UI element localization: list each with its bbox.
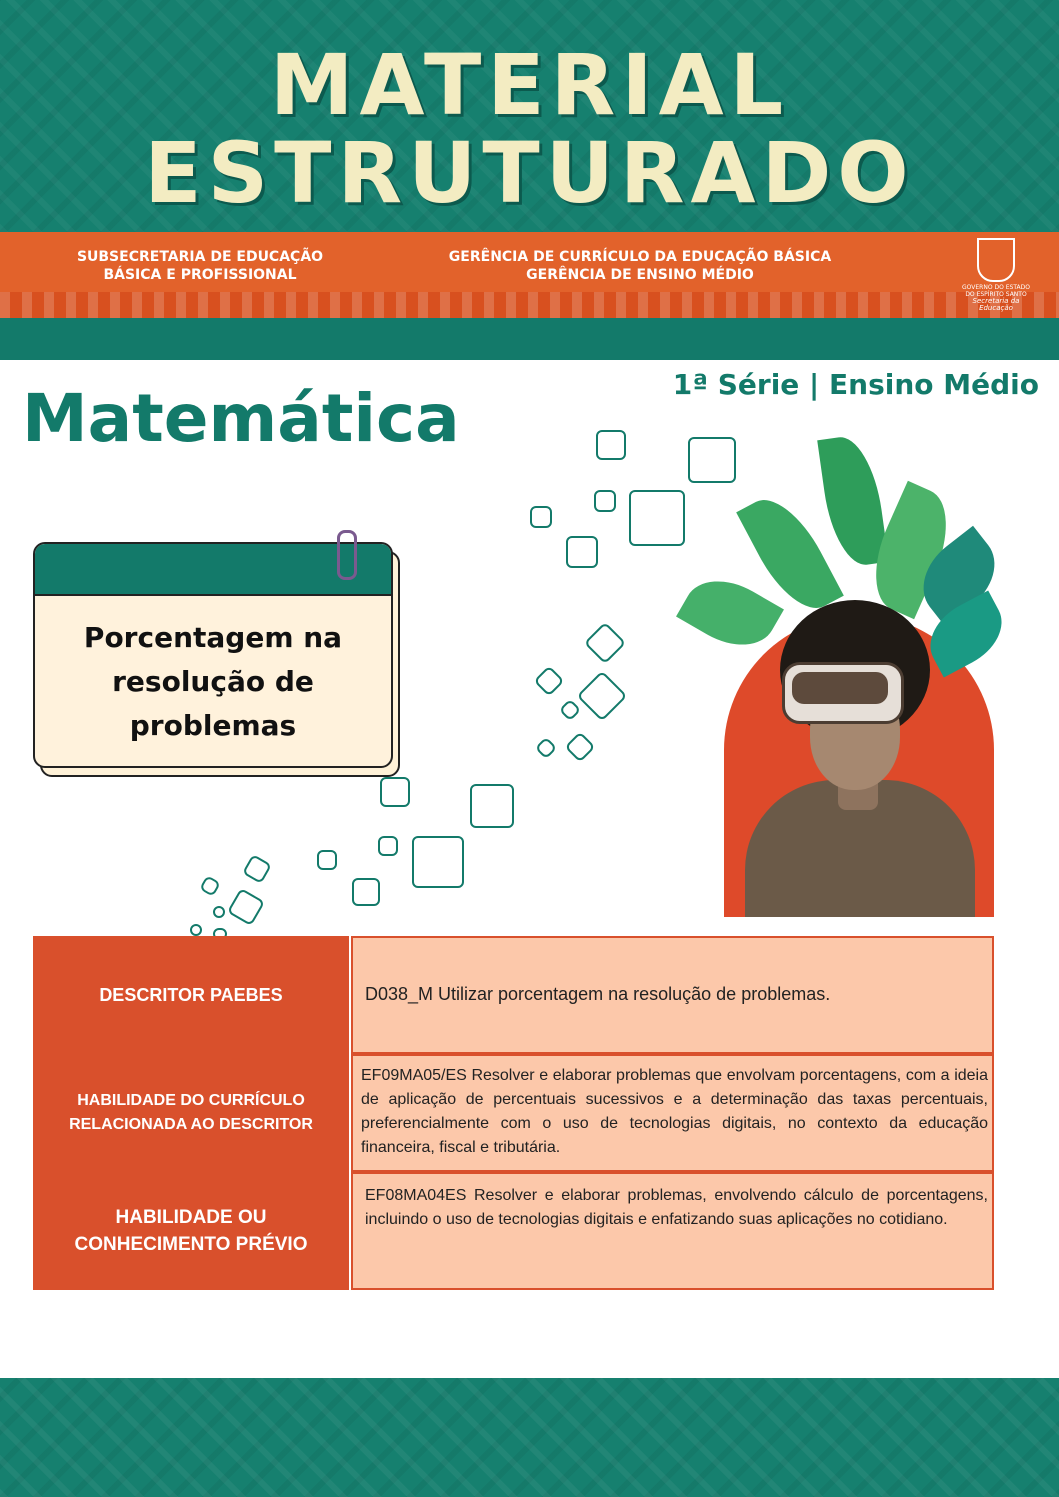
deco-square [577,671,628,722]
row-label: DESCRITOR PAEBES [33,936,351,1054]
banner-title-line2: ESTRUTURADO [144,124,915,222]
deco-square [213,906,225,918]
table-row [33,936,994,1054]
deco-square [629,490,685,546]
deco-square [242,854,272,884]
seal-line3: Secretaria da Educação [972,297,1020,312]
grade-label: 1ª Série | Ensino Médio [672,368,1039,401]
row-label: HABILIDADE DO CURRÍCULO RELACIONADA AO DESCRITOR [33,1054,351,1172]
org-right-line1: GERÊNCIA DE CURRÍCULO DA EDUCAÇÃO BÁSICA [448,249,832,265]
row-value: D038_M Utilizar porcentagem na resolução de problemas. [351,936,994,1054]
deco-square [380,777,410,807]
table-row [33,1172,994,1290]
deco-square [688,437,736,483]
subject-title: Matemática [22,380,460,457]
deco-square [594,490,616,512]
deco-square [227,888,265,926]
topic-text: Porcentagem na resolução de problemas [83,621,343,742]
state-seal-icon [977,238,1015,282]
vr-headset-front [792,672,888,704]
seal-line2: DO ESPÍRITO SANTO [965,291,1027,298]
leaf-shape [676,565,784,662]
paperclip-icon [337,530,357,580]
state-seal [958,236,1034,316]
row-label: HABILIDADE OU CONHECIMENTO PRÉVIO [33,1172,351,1290]
leaf-shape [817,433,889,569]
deco-square [566,536,598,568]
pattern-strip [0,292,1059,318]
banner-title-line1: MATERIAL [269,36,790,134]
deco-square [584,622,626,664]
seal-line1: GOVERNO DO ESTADO [962,284,1030,291]
footer-banner [0,1378,1059,1497]
deco-square [470,784,514,828]
deco-square [530,506,552,528]
deco-square [559,699,582,722]
deco-square [533,665,564,696]
org-right-line2: GERÊNCIA DE ENSINO MÉDIO [526,267,754,283]
row-value: EF08MA04ES Resolver e elaborar problemas, envolvendo cálculo de porcentagens, incluindo o uso de tecnologias digitais e enfatizando suas aplicações no cotidiano. [351,1172,994,1290]
org-left-text: SUBSECRETARIA DE EDUCAÇÃO BÁSICA E PROFISSIONAL [76,249,324,283]
deco-square [199,875,221,897]
table-row [33,1054,994,1172]
deco-square [412,836,464,888]
deco-square [535,737,558,760]
deco-square [564,731,595,762]
org-right-text [430,248,850,284]
row-value: EF09MA05/ES Resolver e elaborar problemas que envolvam porcentagens, com a ideia de aplicação de percentuais sucessivos e a determinação das taxas percentuais, preferencialmente com o uso de tecnologias digitais, no contexto da educação financeira, fiscal e tributária. [351,1054,994,1172]
teal-strip [0,318,1059,360]
header-banner [0,0,1059,232]
deco-square [352,878,380,906]
deco-square [317,850,337,870]
deco-square [596,430,626,460]
deco-square [190,924,202,936]
deco-square [378,836,398,856]
